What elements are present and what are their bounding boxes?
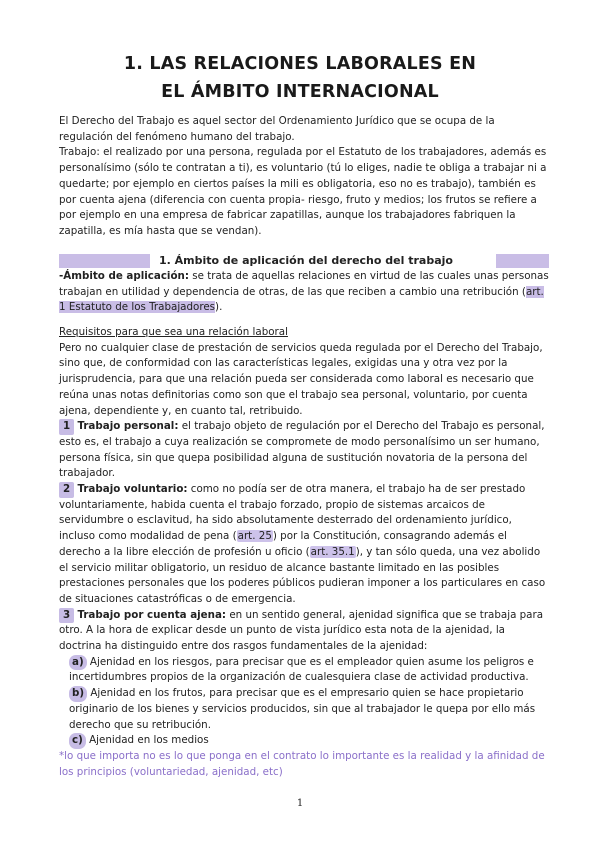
article-reference: art. 25 [237, 530, 272, 543]
item-text: ), y tan sólo queda, una vez abolido el servicio militar obligatorio, un residuo de alcance bastante limitado en las posibles prestaciones personales que los poderes públicos pudieran imponer a los particulares en caso de situaciones catastróficas o de emergencia. [59, 545, 546, 605]
page-number: 1 [296, 798, 304, 809]
sub-item-b [59, 686, 549, 733]
sub-item-text: Ajenidad en los riesgos, para precisar que es el empleador quien asume los peligros e incertidumbres propios de la organización de cualesquiera clase de actividad productiva. [69, 655, 534, 684]
ambito-paragraph [59, 269, 549, 316]
section-heading-text: 1. Ámbito de aplicación del derecho del trabajo [159, 254, 453, 267]
sub-item-a [59, 655, 549, 686]
requisitos-intro: Pero no cualquier clase de prestación de servicios queda regulada por el Derecho del Trabajo, sino que, de conformidad con las características legales, exigidas una y otra vez por la jurisprudencia, para que una relación pueda ser considerada como laboral es necesario que reúna unas notas definitorias como son que el trabajo sea personal, voluntario, por cuenta ajena, dependiente y, en cuanto tal, retribuido. [59, 341, 543, 417]
item-text: el trabajo objeto de regulación por el Derecho del Trabajo es personal, esto es, el trabajo a cuya realización se compromete de modo personalísimo un ser humano, persona física, sin que quepa posibilidad alguna de sustitución novatoria de la persona del trabajador. [59, 420, 545, 480]
item-number-badge: 2 [59, 482, 74, 498]
item-number-badge: 1 [59, 419, 74, 435]
heading-highlight-left [59, 254, 150, 268]
requisito-item-3 [59, 608, 549, 655]
ambito-text: se trata de aquellas relaciones en virtud de las cuales unas personas trabajan en utilidad y dependencia de otras, de las que reciben a cambio una retribución ( [59, 270, 549, 298]
requisitos-heading: Requisitos para que sea una relación laboral [59, 326, 288, 338]
item-label: Trabajo por cuenta ajena: [77, 608, 227, 621]
page-title-line1: 1. LAS RELACIONES LABORALES EN [123, 54, 477, 74]
item-label: Trabajo personal: [77, 420, 179, 433]
requisito-item-1 [59, 419, 549, 482]
sub-item-letter: a) [69, 655, 87, 671]
item-text: en un sentido general, ajenidad significa que se trabaja para otro. A la hora de explicar desde un punto de vista jurídico esta nota de la ajenidad, la doctrina ha distinguido entre dos rasgos fundamentales de la ajenidad: [59, 608, 544, 653]
annotation-note: *lo que importa no es lo que ponga en el contrato lo importante es la realidad y la afinidad de los principios (voluntariedad, ajenidad, etc) [59, 749, 545, 778]
ambito-reference: art. 1 Estatuto de los Trabajadores [59, 285, 544, 314]
page-title-line2: EL ÁMBITO INTERNACIONAL [161, 82, 439, 102]
heading-highlight-right [496, 254, 549, 268]
item-text: como no podía ser de otra manera, el trabajo ha de ser prestado voluntariamente, habida cuenta el trabajo forzado, propio de sistemas arcaicos de servidumbre o esclavitud, ha sido absolutamente desterrado del ordenamiento jurídico, incluso como modalidad de pena ( [59, 483, 526, 543]
item-label: Trabajo voluntario: [77, 483, 188, 496]
intro-block [59, 114, 549, 240]
requisito-item-2 [59, 482, 549, 608]
item-text: ) por la Constitución, consagrando además el derecho a la libre elección de profesión u oficio ( [59, 530, 507, 558]
article-reference: art. 35.1 [310, 545, 355, 558]
sub-item-letter: c) [69, 733, 86, 749]
item-number-badge: 3 [59, 608, 74, 624]
sub-item-c [59, 733, 549, 749]
ambito-end: ). [215, 301, 223, 314]
sub-item-letter: b) [69, 686, 87, 702]
section-heading [59, 254, 549, 268]
ambito-label: -Ámbito de aplicación: [59, 270, 189, 282]
sub-item-text: Ajenidad en los medios [85, 734, 209, 747]
intro-paragraph-2: Trabajo: el realizado por una persona, regulada por el Estatuto de los trabajadores, además es personalísimo (sólo te contratan a ti), es voluntario (tú lo eliges, nadie te obliga a trabajar ni a quedarte; por ejemplo en ciertos países la mili es obligatoria, eso no es trabajo), también es por cuenta ajena (diferencia con cuenta propia- riesgo, fruto y medios; los frutos se refiere a por ejemplo en una empresa de fabricar zapatillas, aunque los trabajadores fabriquen la zapatilla, es mía hasta que se vendan). [59, 146, 547, 237]
intro-paragraph-1: El Derecho del Trabajo es aquel sector del Ordenamiento Jurídico que se ocupa de la regulación del fenómeno humano del trabajo. [59, 115, 495, 143]
sub-item-text: Ajenidad en los frutos, para precisar que es el empresario quien se hace propietario originario de los bienes y servicios producidos, sin que al trabajador le quepa por ello más derecho que su retribución. [69, 687, 536, 731]
requisitos-block [59, 325, 549, 780]
